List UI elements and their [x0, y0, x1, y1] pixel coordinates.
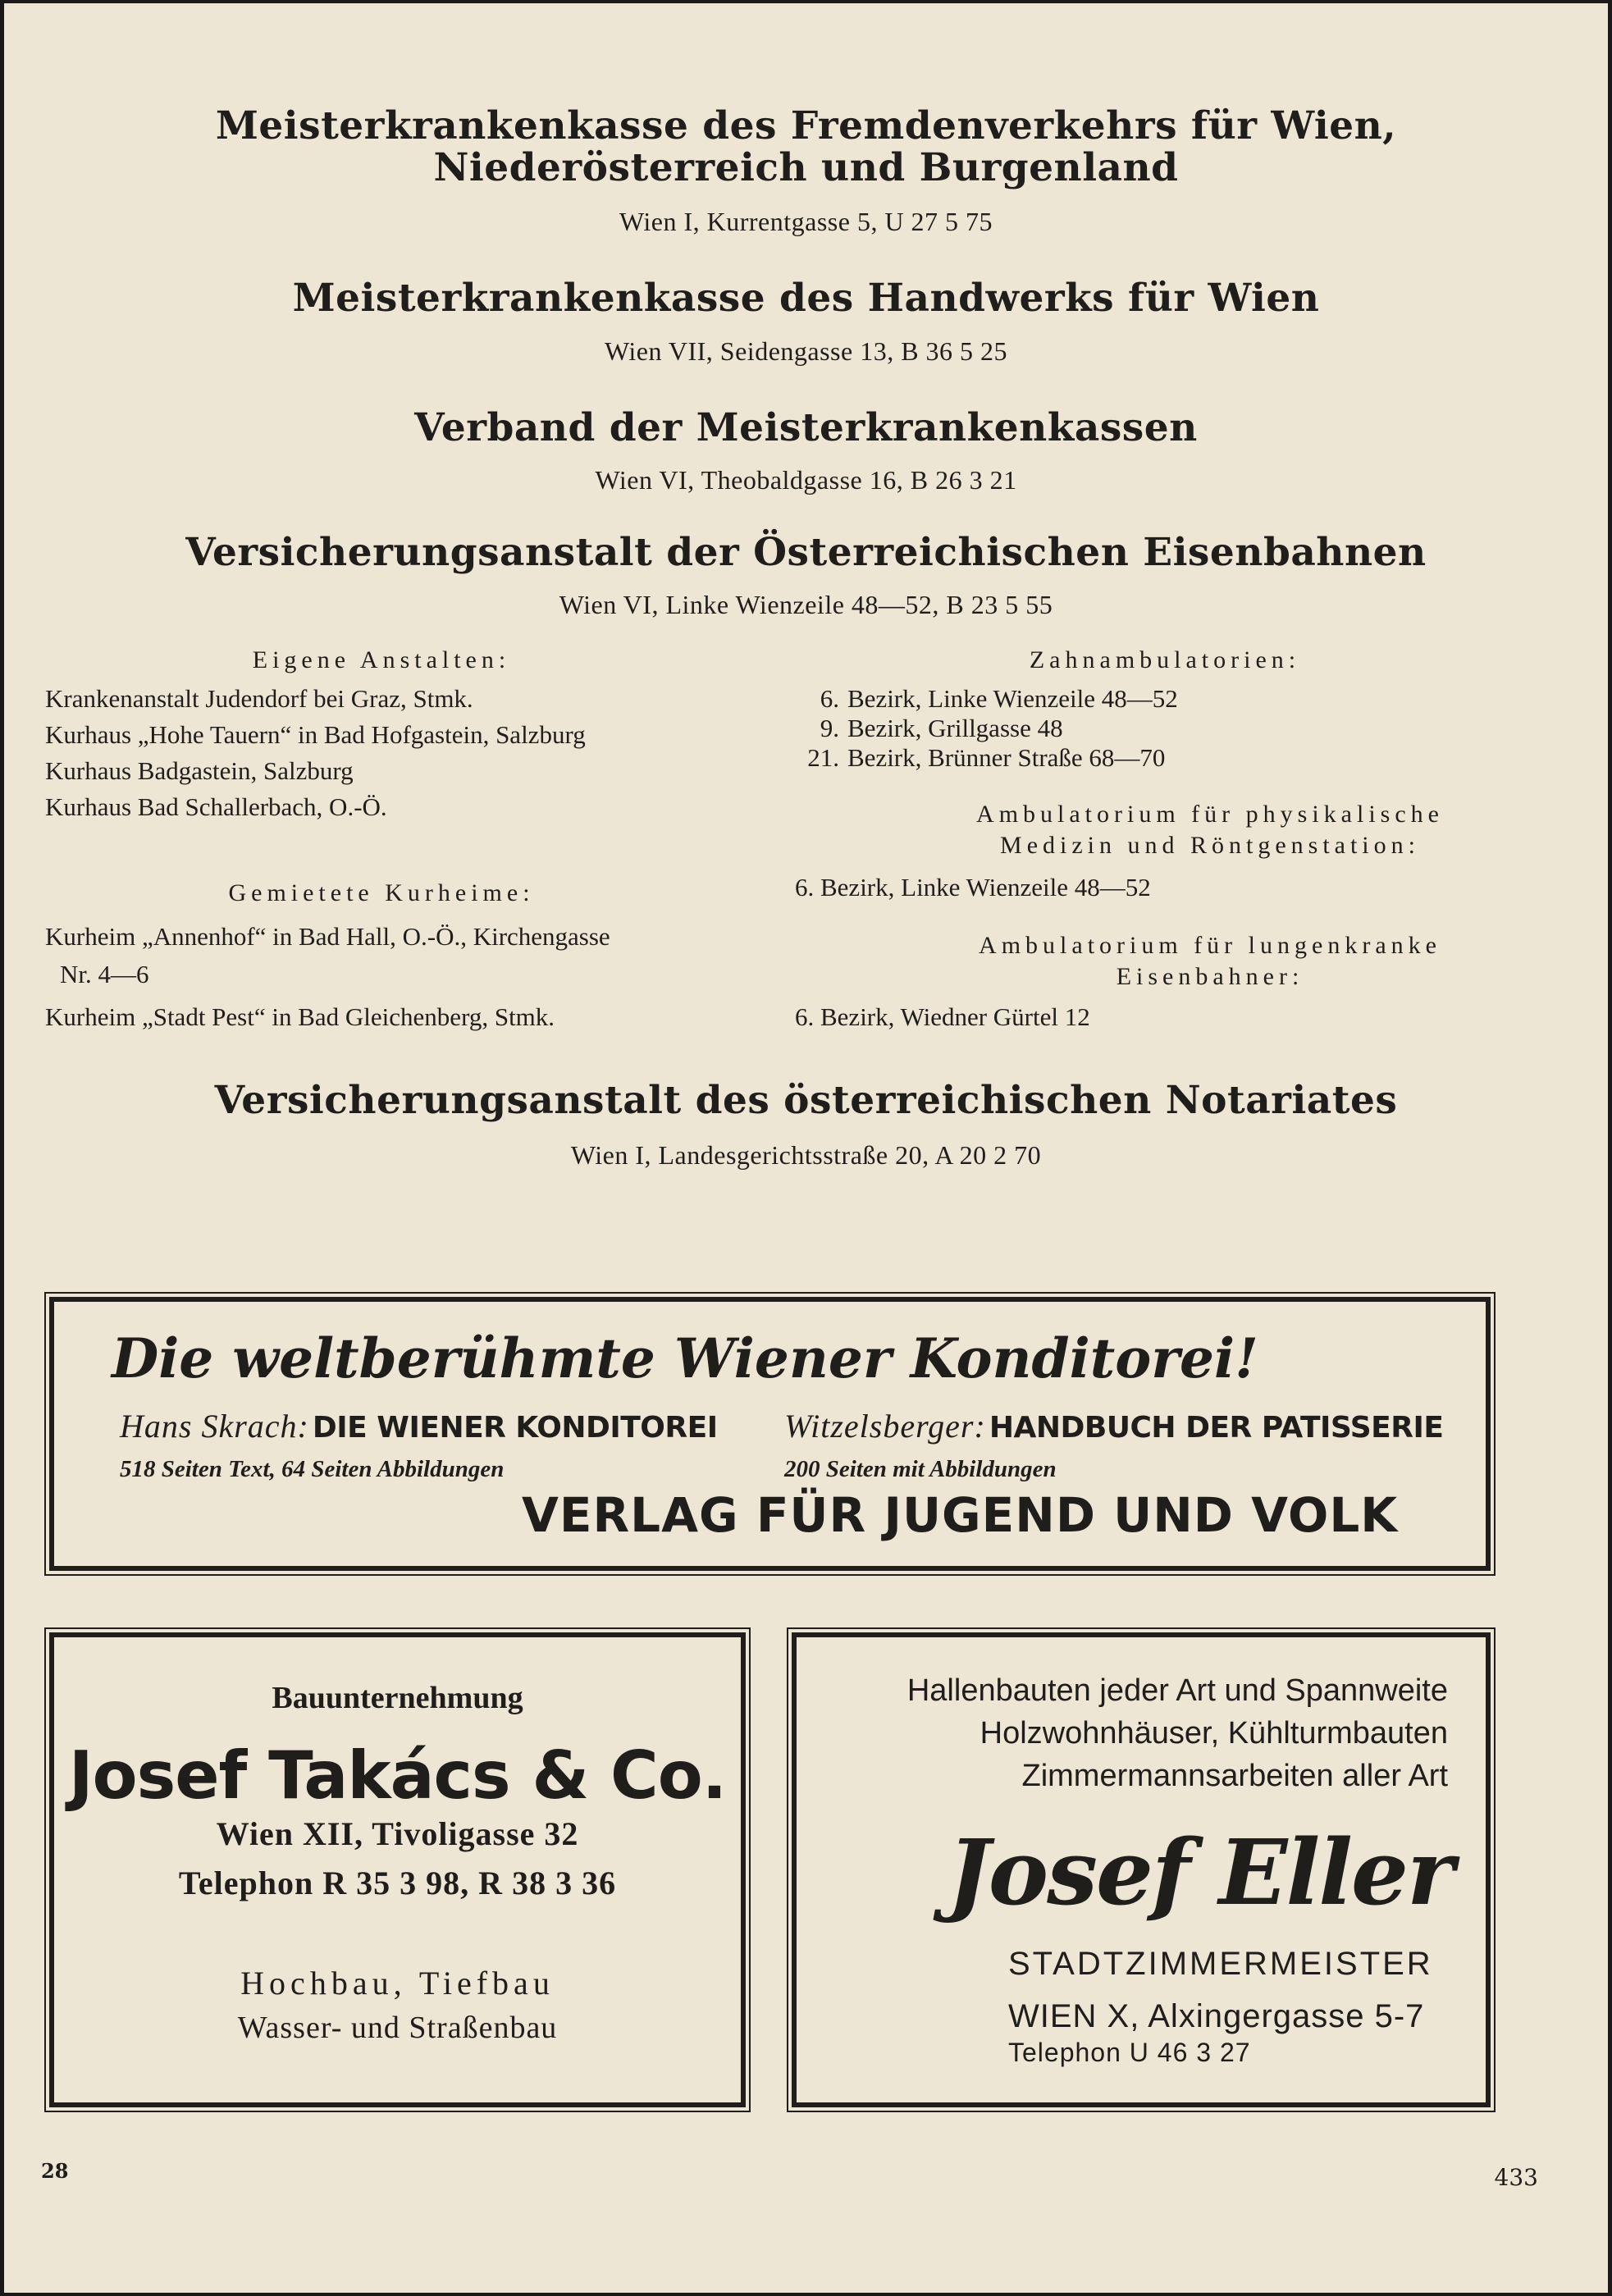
book-1: [120, 1407, 718, 1445]
company-name: Josef Takács & Co.: [68, 1737, 727, 1814]
list-item: 6. Bezirk, Linke Wienzeile 48—52: [795, 873, 1151, 902]
list-item: Kurheim „Annenhof“ in Bad Hall, O.-Ö., Kirchengasse: [45, 922, 610, 951]
book-author: Hans Skrach:: [120, 1408, 309, 1445]
column-heading: Gemietete Kurheime:: [228, 879, 535, 906]
list-number: 21.: [807, 743, 839, 772]
list-item: Kurheim „Stadt Pest“ in Bad Gleichenberg, Stmk.: [45, 1002, 555, 1031]
construction-ad: [49, 1632, 746, 2107]
list-item: Nr. 4—6: [60, 960, 149, 988]
publisher-ad: [49, 1297, 1491, 1571]
section-title: Verband der Meisterkrankenkassen: [414, 405, 1198, 450]
list-number: 6.: [820, 684, 839, 713]
section-address: Wien VII, Seidengasse 13, B 36 5 25: [604, 336, 1008, 366]
section-address: Wien I, Landesgerichtsstraße 20, A 20 2 70: [570, 1140, 1042, 1170]
list-item: Kurhaus „Hohe Tauern“ in Bad Hofgastein, Salzburg: [45, 720, 586, 749]
ad-headline: Die weltberühmte Wiener Konditorei!: [112, 1326, 1259, 1390]
publisher-name: VERLAG FÜR JUGEND UND VOLK: [522, 1487, 1399, 1543]
section-title: Meisterkrankenkasse des Fremdenverkehrs für Wien,: [215, 103, 1397, 148]
service-line: Wasser- und Straßenbau: [237, 2011, 558, 2045]
service-line: Hochbau, Tiefbau: [240, 1965, 555, 2002]
company-address: WIEN X, Alxingergasse 5-7: [1008, 1998, 1425, 2034]
section-title: Versicherungsanstalt der Österreichischen Eisenbahnen: [185, 530, 1427, 575]
ad-kicker: Bauunternehmung: [272, 1681, 523, 1715]
book-desc: 518 Seiten Text, 64 Seiten Abbildungen: [120, 1456, 505, 1482]
section-title: Meisterkrankenkasse des Handwerks für Wien: [292, 276, 1320, 321]
carpentry-ad: [792, 1632, 1491, 2107]
service-line: Hallenbauten jeder Art und Spannweite: [906, 1673, 1448, 1708]
company-name: Josef Eller: [947, 1819, 1453, 1925]
section-title: Niederösterreich und Burgenland: [433, 145, 1179, 190]
section-title: Versicherungsanstalt des österreichischen Notariates: [214, 1078, 1398, 1123]
list-number: 9.: [820, 714, 839, 742]
column-heading: Medizin und Röntgenstation:: [1000, 832, 1420, 859]
company-phone: Telephon U 46 3 27: [1008, 2038, 1251, 2067]
column-heading: Ambulatorium für lungenkranke: [979, 932, 1441, 959]
document-page: [4, 3, 1608, 2293]
list-item: Bezirk, Brünner Straße 68—70: [847, 743, 1166, 772]
list-item: Kurhaus Badgastein, Salzburg: [45, 756, 354, 785]
book-author: Witzelsberger:: [784, 1408, 986, 1445]
service-line: Holzwohnhäuser, Kühlturmbauten: [980, 1716, 1448, 1751]
section-address: Wien VI, Linke Wienzeile 48—52, B 23 5 55: [559, 590, 1053, 619]
book-2: [784, 1407, 1443, 1445]
company-phone: Telephon R 35 3 98, R 38 3 36: [178, 1865, 617, 1901]
column-heading: Eisenbahner:: [1116, 963, 1304, 990]
list-item: Krankenanstalt Judendorf bei Graz, Stmk.: [45, 684, 473, 713]
section-address: Wien VI, Theobaldgasse 16, B 26 3 21: [595, 465, 1017, 495]
footer-left-number: 28: [41, 2159, 69, 2183]
column-heading: Eigene Anstalten:: [252, 646, 511, 673]
page-number: 433: [1494, 2164, 1538, 2191]
list-item: Bezirk, Linke Wienzeile 48—52: [847, 684, 1178, 713]
service-line: Zimmermannsarbeiten aller Art: [1021, 1759, 1448, 1793]
list-item: 6. Bezirk, Wiedner Gürtel 12: [795, 1002, 1090, 1031]
column-heading: Zahnambulatorien:: [1029, 646, 1301, 673]
company-role: STADTZIMMERMEISTER: [1008, 1946, 1433, 1982]
company-address: Wien XII, Tivoligasse 32: [216, 1815, 579, 1852]
section-address: Wien I, Kurrentgasse 5, U 27 5 75: [619, 207, 993, 236]
list-item: Kurhaus Bad Schallerbach, O.-Ö.: [45, 792, 387, 821]
book-desc: 200 Seiten mit Abbildungen: [784, 1456, 1057, 1482]
book-title: HANDBUCH DER PATISSERIE: [989, 1411, 1444, 1445]
book-title: DIE WIENER KONDITOREI: [312, 1411, 718, 1445]
column-heading: Ambulatorium für physikalische: [976, 801, 1444, 828]
list-item: Bezirk, Grillgasse 48: [847, 714, 1063, 742]
